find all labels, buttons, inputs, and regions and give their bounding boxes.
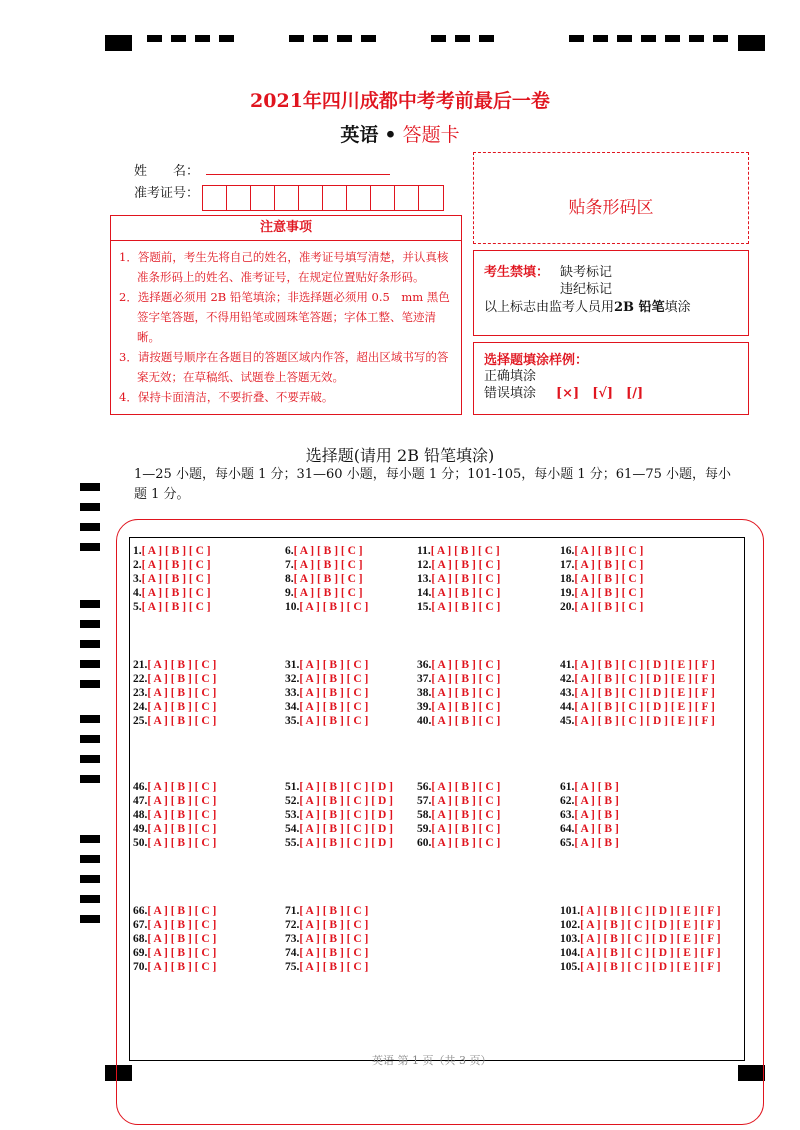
timing-mark xyxy=(569,35,584,42)
answer-options[interactable]: [ A ] [ B ] [ C ] xyxy=(147,933,217,945)
answer-item[interactable] xyxy=(285,905,368,917)
notice-item: 1．答题前，考生先将自己的姓名，准考证号填写清楚，并认真核准条形码上的姓名、准考证号，在规定位置贴好条形码。 xyxy=(119,250,449,284)
timing-mark xyxy=(479,35,494,42)
question-number: 104. xyxy=(560,947,581,959)
question-number: 5. xyxy=(133,601,142,613)
answer-options[interactable]: [ A ] [ B ] [ C ] xyxy=(147,919,217,931)
answer-item[interactable] xyxy=(560,809,619,821)
answer-item[interactable] xyxy=(285,715,368,727)
notice-item: 3．请按题号顺序在各题目的答题区域内作答，超出区域书写的答案无效；在草稿纸、试题卷上答题无效。 xyxy=(119,350,449,384)
answer-options[interactable]: [ A ] [ B ] [ C ] xyxy=(431,673,501,685)
question-number: 1. xyxy=(133,545,142,557)
timing-mark xyxy=(80,523,100,531)
answer-item[interactable] xyxy=(133,715,216,727)
answer-item[interactable] xyxy=(417,659,500,671)
question-number: 33. xyxy=(285,687,300,699)
question-number: 70. xyxy=(133,961,148,973)
answer-options[interactable]: [ A ] [ B ] [ C ] xyxy=(431,823,501,835)
timing-mark xyxy=(80,915,100,923)
answer-options[interactable]: [ A ] [ B ] [ C ] xyxy=(293,559,363,571)
question-number: 64. xyxy=(560,823,575,835)
question-number: 9. xyxy=(285,587,294,599)
answer-options[interactable]: [ A ] [ B ] [ C ] xyxy=(293,545,363,557)
answer-item[interactable] xyxy=(285,587,363,599)
exam-title: 2021年四川成都中考考前最后一卷 xyxy=(250,90,550,112)
notice-item: 2．选择题必须用 2B 铅笔填涂；非选择题必须用 0.5 mm 黑色签字笔答题，不得用铅笔或圆珠笔答题；字体工整、笔迹清晰。 xyxy=(119,290,450,344)
answer-options[interactable]: [ A ] [ B ] [ C ] xyxy=(574,573,644,585)
answer-options[interactable]: [ A ] [ B ] [ C ] [ D ] xyxy=(299,837,393,849)
answer-item[interactable] xyxy=(133,673,216,685)
answer-item[interactable] xyxy=(417,823,500,835)
timing-mark xyxy=(593,35,608,42)
answer-item[interactable] xyxy=(560,559,643,571)
wrong-fill-label: 错误填涂 xyxy=(484,386,537,401)
timing-mark xyxy=(455,35,470,42)
question-number: 62. xyxy=(560,795,575,807)
subtitle-separator: • xyxy=(384,124,397,146)
question-number: 51. xyxy=(285,781,300,793)
timing-mark xyxy=(80,735,100,743)
answer-item[interactable] xyxy=(133,823,216,835)
name-input-line[interactable] xyxy=(206,174,390,175)
answer-options[interactable]: [ A ] [ B ] [ C ] xyxy=(299,905,369,917)
id-label: 准考证号： xyxy=(134,186,200,201)
answer-options[interactable]: [ A ] [ B ] [ C ] xyxy=(431,715,501,727)
answer-item[interactable] xyxy=(133,701,216,713)
answer-item[interactable] xyxy=(285,781,393,793)
answer-item[interactable] xyxy=(560,659,715,671)
subject-label: 英语 xyxy=(340,124,379,146)
question-number: 59. xyxy=(417,823,432,835)
answer-options[interactable]: [ A ] [ B ] [ C ] xyxy=(431,809,501,821)
question-number: 34. xyxy=(285,701,300,713)
timing-mark xyxy=(147,35,162,42)
question-number: 24. xyxy=(133,701,148,713)
timing-mark xyxy=(337,35,352,42)
answer-options[interactable]: [ A ] [ B ] [ C ] xyxy=(431,573,501,585)
barcode-area xyxy=(473,152,749,244)
answer-options[interactable]: [ A ] [ B ] [ C ] xyxy=(147,701,217,713)
answer-item[interactable] xyxy=(560,573,643,585)
answer-item[interactable] xyxy=(133,933,216,945)
question-number: 19. xyxy=(560,587,575,599)
answer-options[interactable]: [ A ] [ B ] [ C ] xyxy=(299,715,369,727)
answer-options[interactable]: [ A ] [ B ] [ C ] xyxy=(141,545,211,557)
answer-options[interactable]: [ A ] [ B ] [ C ] [ D ] xyxy=(299,781,393,793)
question-number: 41. xyxy=(560,659,575,671)
question-number: 32. xyxy=(285,673,300,685)
question-number: 11. xyxy=(417,545,431,557)
answer-item[interactable] xyxy=(417,795,500,807)
timing-mark xyxy=(617,35,632,42)
answer-options[interactable]: [ A ] [ B ] [ C ] [ D ] xyxy=(299,795,393,807)
answer-options[interactable]: [ A ] [ B ] [ C ] [ D ] [ E ] [ F ] xyxy=(574,687,715,699)
question-number: 55. xyxy=(285,837,300,849)
answer-item[interactable] xyxy=(560,687,715,699)
answer-item[interactable] xyxy=(133,573,211,585)
timing-mark xyxy=(80,875,100,883)
fill-sample-title: 选择题填涂样例： xyxy=(484,353,589,368)
answer-item[interactable] xyxy=(417,559,500,571)
answer-options[interactable]: [ A ] [ B ] [ C ] [ D ] [ E ] [ F ] xyxy=(580,961,721,973)
timing-mark xyxy=(80,660,100,668)
answer-options[interactable]: [ A ] [ B ] [ C ] [ D ] [ E ] [ F ] xyxy=(574,659,715,671)
answer-options[interactable]: [ A ] [ B ] [ C ] xyxy=(299,947,369,959)
answer-options[interactable]: [ A ] [ B ] [ C ] xyxy=(147,795,217,807)
answer-options[interactable]: [ A ] [ B ] [ C ] [ D ] [ E ] [ F ] xyxy=(574,715,715,727)
card-subtitle xyxy=(0,120,800,147)
notice-title: 注意事项 xyxy=(111,216,461,241)
question-number: 47. xyxy=(133,795,148,807)
answer-item[interactable] xyxy=(133,947,216,959)
notice-item: 4．保持卡面清洁，不要折叠、不要弄破。 xyxy=(119,390,334,404)
question-number: 68. xyxy=(133,933,148,945)
timing-mark xyxy=(80,835,100,843)
answer-options[interactable]: [ A ] [ B ] xyxy=(574,781,619,793)
timing-mark xyxy=(80,483,100,491)
answer-options[interactable]: [ A ] [ B ] [ C ] xyxy=(574,545,644,557)
answer-item[interactable] xyxy=(285,823,393,835)
question-number: 13. xyxy=(417,573,432,585)
question-number: 10. xyxy=(285,601,300,613)
answer-item[interactable] xyxy=(133,587,211,599)
proctor-only-box xyxy=(473,250,749,336)
timing-mark xyxy=(80,775,100,783)
answer-item[interactable] xyxy=(417,673,500,685)
answer-options[interactable]: [ A ] [ B ] [ C ] [ D ] [ E ] [ F ] xyxy=(580,933,721,945)
question-number: 35. xyxy=(285,715,300,727)
question-number: 103. xyxy=(560,933,581,945)
question-number: 21. xyxy=(133,659,148,671)
correct-fill-label: 正确填涂 xyxy=(484,369,537,384)
question-number: 17. xyxy=(560,559,575,571)
answer-item[interactable] xyxy=(560,961,721,973)
proctor-note: 以上标志由监考人员用2B 铅笔填涂 xyxy=(484,300,691,315)
answer-options[interactable]: [ A ] [ B ] [ C ] xyxy=(141,587,211,599)
timing-mark xyxy=(80,543,100,551)
answer-options[interactable]: [ A ] [ B ] [ C ] xyxy=(299,659,369,671)
exam-id-boxes[interactable] xyxy=(202,185,444,211)
question-number: 54. xyxy=(285,823,300,835)
answer-item[interactable] xyxy=(560,781,619,793)
timing-mark xyxy=(80,680,100,688)
answer-item[interactable] xyxy=(417,781,500,793)
question-number: 23. xyxy=(133,687,148,699)
answer-item[interactable] xyxy=(133,837,216,849)
answer-item[interactable] xyxy=(133,795,216,807)
question-number: 37. xyxy=(417,673,432,685)
answer-item[interactable] xyxy=(285,559,363,571)
timing-mark xyxy=(80,640,100,648)
answer-options[interactable]: [ A ] [ B ] [ C ] xyxy=(574,601,644,613)
question-number: 6. xyxy=(285,545,294,557)
question-number: 71. xyxy=(285,905,300,917)
question-number: 56. xyxy=(417,781,432,793)
question-number: 18. xyxy=(560,573,575,585)
question-number: 50. xyxy=(133,837,148,849)
timing-mark xyxy=(665,35,680,42)
answer-item[interactable] xyxy=(133,781,216,793)
answer-item[interactable] xyxy=(560,601,643,613)
answer-options[interactable]: [ A ] [ B ] [ C ] xyxy=(431,795,501,807)
timing-mark xyxy=(219,35,234,42)
question-number: 65. xyxy=(560,837,575,849)
answer-item[interactable] xyxy=(417,587,500,599)
question-number: 25. xyxy=(133,715,148,727)
answer-options[interactable]: [ A ] [ B ] [ C ] xyxy=(299,687,369,699)
answer-options[interactable]: [ A ] [ B ] [ C ] xyxy=(141,559,211,571)
question-number: 58. xyxy=(417,809,432,821)
question-number: 39. xyxy=(417,701,432,713)
question-number: 16. xyxy=(560,545,575,557)
answer-options[interactable]: [ A ] [ B ] [ C ] xyxy=(431,587,501,599)
question-number: 67. xyxy=(133,919,148,931)
question-number: 75. xyxy=(285,961,300,973)
answer-options[interactable]: [ A ] [ B ] [ C ] xyxy=(299,961,369,973)
answer-options[interactable]: [ A ] [ B ] [ C ] [ D ] [ E ] [ F ] xyxy=(580,905,721,917)
question-number: 53. xyxy=(285,809,300,821)
timing-mark xyxy=(80,620,100,628)
question-number: 57. xyxy=(417,795,432,807)
answer-item[interactable] xyxy=(285,933,368,945)
answer-item[interactable] xyxy=(285,573,363,585)
answer-options[interactable]: [ A ] [ B ] [ C ] xyxy=(147,715,217,727)
answer-item[interactable] xyxy=(417,809,500,821)
question-number: 66. xyxy=(133,905,148,917)
answer-item[interactable] xyxy=(560,947,721,959)
timing-mark xyxy=(289,35,304,42)
question-number: 45. xyxy=(560,715,575,727)
answer-options[interactable]: [ A ] [ B ] [ C ] xyxy=(147,781,217,793)
timing-mark xyxy=(431,35,446,42)
corner-mark-top-right xyxy=(738,35,765,51)
answer-options[interactable]: [ A ] [ B ] [ C ] xyxy=(147,687,217,699)
section-title: 选择题(请用 2B 铅笔填涂) xyxy=(305,446,495,465)
answer-item[interactable] xyxy=(560,587,643,599)
question-number: 46. xyxy=(133,781,148,793)
answer-options[interactable]: [ A ] [ B ] [ C ] xyxy=(299,673,369,685)
wrong-fill-marks: [×] [√] [/] xyxy=(556,386,644,401)
question-number: 14. xyxy=(417,587,432,599)
timing-mark xyxy=(80,503,100,511)
question-number: 43. xyxy=(560,687,575,699)
question-number: 7. xyxy=(285,559,294,571)
answer-options[interactable]: [ A ] [ B ] [ C ] xyxy=(431,781,501,793)
answer-options[interactable]: [ A ] [ B ] [ C ] [ D ] xyxy=(299,823,393,835)
question-number: 12. xyxy=(417,559,432,571)
answer-item[interactable] xyxy=(133,559,211,571)
page-footer: 英语 第 1 页（共 3 页） xyxy=(372,1054,492,1067)
answer-item[interactable] xyxy=(560,701,715,713)
answer-options[interactable]: [ A ] [ B ] [ C ] xyxy=(147,809,217,821)
timing-mark xyxy=(195,35,210,42)
answer-options[interactable]: [ A ] [ B ] [ C ] xyxy=(147,837,217,849)
answer-item[interactable] xyxy=(285,601,368,613)
answer-options[interactable]: [ A ] [ B ] [ C ] xyxy=(431,701,501,713)
timing-mark xyxy=(689,35,704,42)
answer-options[interactable]: [ A ] [ B ] [ C ] xyxy=(147,961,217,973)
timing-mark xyxy=(80,600,100,608)
timing-mark xyxy=(313,35,328,42)
answer-options[interactable]: [ A ] [ B ] [ C ] xyxy=(293,587,363,599)
answer-options[interactable]: [ A ] [ B ] [ C ] xyxy=(147,823,217,835)
answer-options[interactable]: [ A ] [ B ] xyxy=(574,837,619,849)
answer-item[interactable] xyxy=(417,573,500,585)
question-number: 4. xyxy=(133,587,142,599)
proctor-only-label: 考生禁填： xyxy=(484,265,550,280)
card-label: 答题卡 xyxy=(402,124,460,146)
question-number: 36. xyxy=(417,659,432,671)
answer-options[interactable]: [ A ] [ B ] [ C ] xyxy=(299,919,369,931)
answer-item[interactable] xyxy=(560,715,715,727)
answer-options[interactable]: [ A ] [ B ] xyxy=(574,809,619,821)
answer-options[interactable]: [ A ] [ B ] [ C ] [ D ] xyxy=(299,809,393,821)
answer-item[interactable] xyxy=(133,687,216,699)
answer-item[interactable] xyxy=(285,919,368,931)
answer-options[interactable]: [ A ] [ B ] [ C ] xyxy=(574,559,644,571)
answer-item[interactable] xyxy=(285,673,368,685)
answer-options[interactable]: [ A ] [ B ] [ C ] xyxy=(141,573,211,585)
answer-item[interactable] xyxy=(285,837,393,849)
answer-options[interactable]: [ A ] [ B ] [ C ] xyxy=(431,837,501,849)
fill-sample-box xyxy=(473,342,749,415)
answer-item[interactable] xyxy=(560,545,643,557)
answer-item[interactable] xyxy=(560,673,715,685)
answer-item[interactable] xyxy=(560,905,721,917)
answer-item[interactable] xyxy=(417,601,500,613)
timing-mark xyxy=(171,35,186,42)
answer-item[interactable] xyxy=(285,809,393,821)
question-number: 40. xyxy=(417,715,432,727)
timing-mark xyxy=(641,35,656,42)
barcode-label: 贴条形码区 xyxy=(568,198,654,218)
answer-item[interactable] xyxy=(560,823,619,835)
answer-options[interactable]: [ A ] [ B ] [ C ] xyxy=(147,947,217,959)
timing-mark xyxy=(80,755,100,763)
question-number: 72. xyxy=(285,919,300,931)
question-number: 20. xyxy=(560,601,575,613)
question-number: 49. xyxy=(133,823,148,835)
answer-options[interactable]: [ A ] [ B ] [ C ] [ D ] [ E ] [ F ] xyxy=(574,673,715,685)
timing-mark xyxy=(80,895,100,903)
answer-item[interactable] xyxy=(133,659,216,671)
question-number: 15. xyxy=(417,601,432,613)
question-number: 48. xyxy=(133,809,148,821)
timing-mark xyxy=(80,855,100,863)
answer-item[interactable] xyxy=(285,687,368,699)
absent-mark-label: 缺考标记 xyxy=(560,265,613,280)
question-number: 2. xyxy=(133,559,142,571)
question-number: 44. xyxy=(560,701,575,713)
question-number: 42. xyxy=(560,673,575,685)
question-number: 74. xyxy=(285,947,300,959)
question-number: 102. xyxy=(560,919,581,931)
answer-item[interactable] xyxy=(133,905,216,917)
answer-item[interactable] xyxy=(285,795,393,807)
question-number: 31. xyxy=(285,659,300,671)
answer-item[interactable] xyxy=(417,837,500,849)
answer-item[interactable] xyxy=(417,687,500,699)
question-number: 38. xyxy=(417,687,432,699)
answer-item[interactable] xyxy=(417,715,500,727)
answer-item[interactable] xyxy=(560,837,619,849)
question-number: 8. xyxy=(285,573,294,585)
answer-options[interactable]: [ A ] [ B ] [ C ] xyxy=(431,659,501,671)
answer-options[interactable]: [ A ] [ B ] [ C ] xyxy=(147,905,217,917)
question-number: 61. xyxy=(560,781,575,793)
timing-mark xyxy=(80,715,100,723)
question-number: 105. xyxy=(560,961,581,973)
answer-options[interactable]: [ A ] [ B ] xyxy=(574,795,619,807)
question-number: 101. xyxy=(560,905,581,917)
answer-options[interactable]: [ A ] [ B ] [ C ] [ D ] [ E ] [ F ] xyxy=(580,919,721,931)
answer-item[interactable] xyxy=(285,947,368,959)
question-number: 22. xyxy=(133,673,148,685)
answer-item[interactable] xyxy=(417,545,500,557)
answer-item[interactable] xyxy=(285,701,368,713)
answer-grid xyxy=(129,537,745,1061)
answer-options[interactable]: [ A ] [ B ] [ C ] xyxy=(293,573,363,585)
answer-item[interactable] xyxy=(285,659,368,671)
answer-options[interactable]: [ A ] [ B ] [ C ] xyxy=(431,559,501,571)
name-label: 姓 名： xyxy=(134,164,200,179)
answer-item[interactable] xyxy=(133,919,216,931)
answer-options[interactable]: [ A ] [ B ] xyxy=(574,823,619,835)
answer-item[interactable] xyxy=(133,545,211,557)
answer-options[interactable]: [ A ] [ B ] [ C ] xyxy=(299,933,369,945)
answer-item[interactable] xyxy=(285,961,368,973)
question-number: 73. xyxy=(285,933,300,945)
answer-item[interactable] xyxy=(560,933,721,945)
answer-item[interactable] xyxy=(560,919,721,931)
answer-options[interactable]: [ A ] [ B ] [ C ] [ D ] [ E ] [ F ] xyxy=(580,947,721,959)
answer-options[interactable]: [ A ] [ B ] [ C ] xyxy=(574,587,644,599)
timing-mark xyxy=(361,35,376,42)
answer-options[interactable]: [ A ] [ B ] [ C ] xyxy=(141,601,211,613)
answer-options[interactable]: [ A ] [ B ] [ C ] xyxy=(431,687,501,699)
answer-options[interactable]: [ A ] [ B ] [ C ] [ D ] [ E ] [ F ] xyxy=(574,701,715,713)
answer-options[interactable]: [ A ] [ B ] [ C ] xyxy=(299,601,369,613)
answer-options[interactable]: [ A ] [ B ] [ C ] xyxy=(430,545,500,557)
answer-item[interactable] xyxy=(417,701,500,713)
answer-item[interactable] xyxy=(133,601,211,613)
notice-box xyxy=(110,215,462,415)
question-number: 60. xyxy=(417,837,432,849)
answer-item[interactable] xyxy=(133,809,216,821)
section-description: 1—25 小题，每小题 1 分；31—60 小题，每小题 1 分；101-105，每小题 1 分；61—75 小题，每小题 1 分。 xyxy=(134,467,732,502)
answer-options[interactable]: [ A ] [ B ] [ C ] xyxy=(147,659,217,671)
answer-options[interactable]: [ A ] [ B ] [ C ] xyxy=(147,673,217,685)
violation-mark-label: 违纪标记 xyxy=(560,282,613,297)
answer-item[interactable] xyxy=(285,545,363,557)
question-number: 3. xyxy=(133,573,142,585)
answer-item[interactable] xyxy=(560,795,619,807)
question-number: 63. xyxy=(560,809,575,821)
answer-item[interactable] xyxy=(133,961,216,973)
answer-options[interactable]: [ A ] [ B ] [ C ] xyxy=(299,701,369,713)
question-number: 52. xyxy=(285,795,300,807)
corner-mark-top-left xyxy=(105,35,132,51)
question-number: 69. xyxy=(133,947,148,959)
answer-options[interactable]: [ A ] [ B ] [ C ] xyxy=(431,601,501,613)
timing-mark xyxy=(713,35,728,42)
